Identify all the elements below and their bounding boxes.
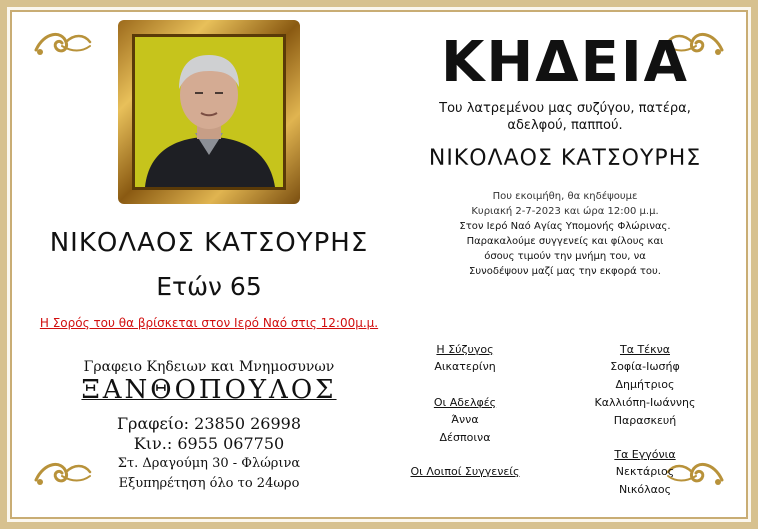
page-title: ΚΗΔΕΙΑ xyxy=(440,30,690,95)
child-name: Δημήτριος xyxy=(615,378,675,391)
funeral-home-mobile-phone: Κιν.: 6955 067750 xyxy=(133,434,285,453)
deceased-name: ΝΙΚΟΛΑΟΣ ΚΑΤΣΟΥΡΗΣ xyxy=(49,228,369,258)
announcement-line: όσους τιμούν την μνήμη του, να xyxy=(484,251,646,262)
funeral-home-address: Στ. Δραγούμη 30 - Φλώρινα xyxy=(117,456,301,471)
grandchild-name: Νικόλαος xyxy=(618,483,672,496)
funeral-home-title: Γραφειο Κηδειων και Μνημοσυνων xyxy=(83,359,335,375)
announcement-line: Παρακαλούμε συγγενείς και φίλους και xyxy=(466,236,664,247)
announcement-text xyxy=(400,189,730,279)
funeral-home-office-phone: Γραφείο: 23850 26998 xyxy=(116,414,302,433)
announcement-line: Που εκοιμήθη, θα κηδέψουμε xyxy=(492,191,638,202)
funeral-home-service-hours: Εξυπηρέτηση όλο το 24ωρο xyxy=(118,476,300,491)
intro-line: Του λατρεμένου μας συζύγου, πατέρα, xyxy=(439,101,691,116)
intro-line: αδελφού, παππού. xyxy=(507,118,623,133)
viewing-notice: Η Σορός του θα βρίσκεται στον Ιερό Ναό στις 12:00μ.μ. xyxy=(39,316,379,330)
deceased-age: Ετών 65 xyxy=(156,272,262,301)
announcement-line: Κυριακή 2-7-2023 και ώρα 12:00 μ.μ. xyxy=(471,206,659,217)
spouse-list xyxy=(400,358,530,376)
spouse-heading: Η Σύζυγος xyxy=(436,343,494,356)
grandchildren-list xyxy=(575,463,715,499)
portrait-photo xyxy=(132,34,286,190)
siblings-list xyxy=(400,411,530,447)
intro-text xyxy=(400,100,730,134)
announcement-line: Συνοδέψουν μαζί μας την εκφορά του. xyxy=(469,266,661,277)
scroll-ornament-icon xyxy=(32,28,94,58)
spouse-name: Αικατερίνη xyxy=(434,360,496,373)
child-name: Παρασκευή xyxy=(613,414,677,427)
other-relatives-heading: Οι Λοιποί Συγγενείς xyxy=(410,465,520,478)
announcement-line: Στον Ιερό Ναό Αγίας Υπομονής Φλώρινας. xyxy=(459,221,671,232)
funeral-home-name: ΞΑΝΘΟΠΟΥΛΟΣ xyxy=(81,375,337,405)
sibling-name: Δέσποινα xyxy=(439,431,491,444)
children-list xyxy=(575,358,715,430)
grandchild-name: Νεκτάριος xyxy=(615,465,675,478)
child-name: Σοφία-Ιωσήφ xyxy=(610,360,680,373)
child-name: Καλλιόπη-Ιωάννης xyxy=(594,396,696,409)
siblings-heading: Οι Αδελφές xyxy=(433,396,497,409)
children-heading: Τα Τέκνα xyxy=(619,343,670,356)
portrait-frame xyxy=(118,20,300,204)
portrait-silhouette-icon xyxy=(135,37,283,187)
grandchildren-heading: Τα Εγγόνια xyxy=(614,448,676,461)
sibling-name: Άννα xyxy=(451,413,479,426)
deceased-name-heading: ΝΙΚΟΛΑΟΣ ΚΑΤΣΟΥΡΗΣ xyxy=(428,146,702,171)
